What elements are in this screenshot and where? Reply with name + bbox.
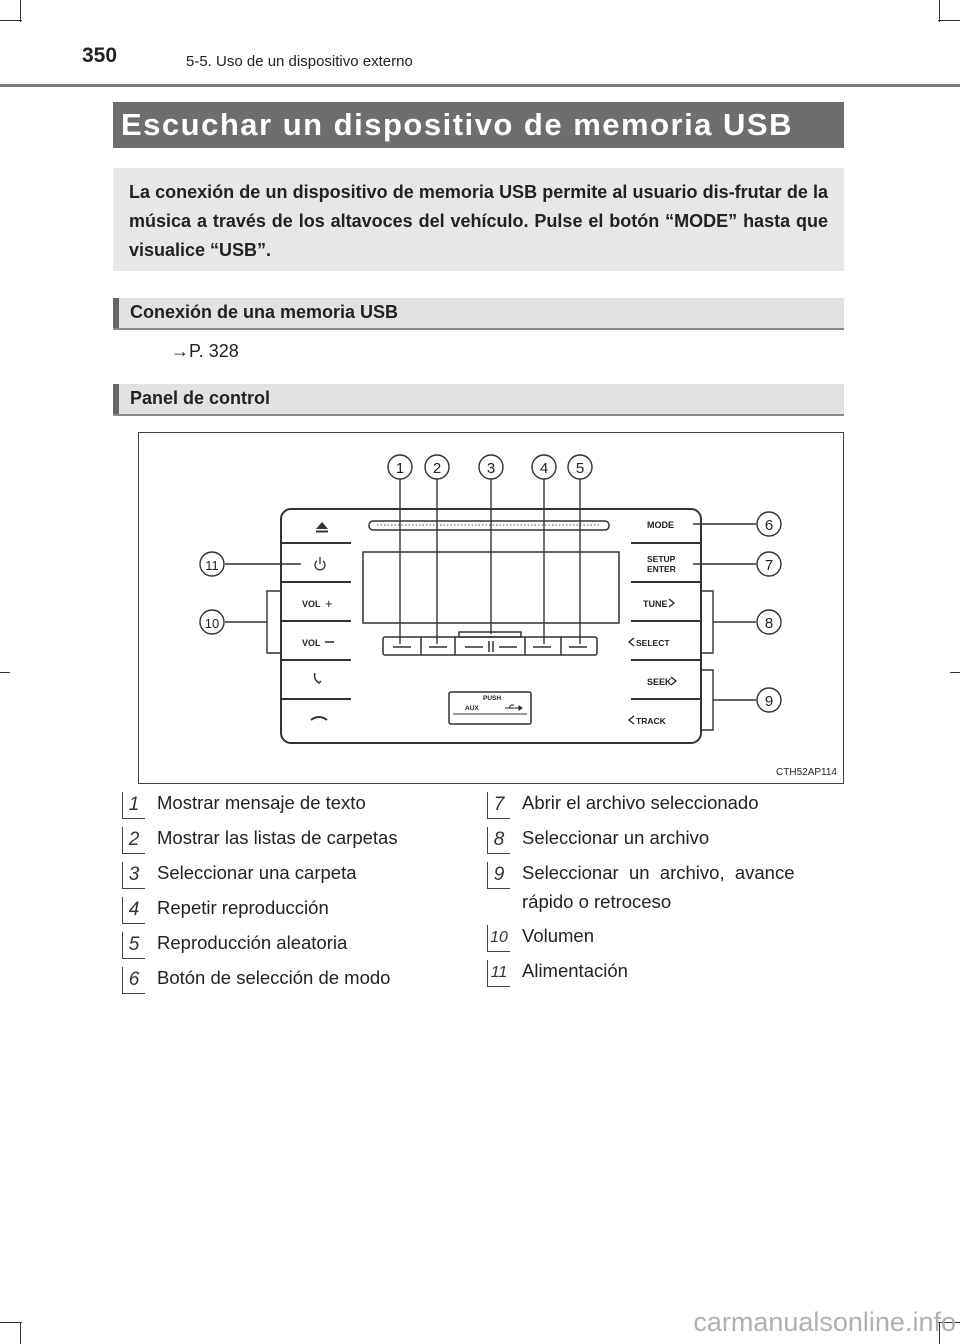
callout-6-label: 6 [764, 517, 774, 534]
legend-number: 4 [122, 897, 145, 924]
legend-text: Reproducción aleatoria [157, 932, 348, 953]
legend-text: Volumen [522, 925, 594, 946]
crop-mark [938, 20, 960, 21]
legend-number: 2 [122, 827, 145, 854]
section-heading-connection [113, 298, 844, 330]
legend-number: 1 [122, 792, 145, 819]
callout-11-label: 11 [205, 558, 219, 573]
section-heading-label: Conexión de una memoria USB [130, 302, 399, 322]
legend-number: 6 [122, 967, 145, 994]
legend-text: Botón de selección de modo [157, 967, 391, 988]
section-breadcrumb: 5-5. Uso de un dispositivo externo [186, 53, 413, 70]
preset-buttons [383, 632, 597, 655]
legend-item [487, 960, 837, 990]
control-panel-diagram [139, 433, 845, 785]
callout-2-label: 2 [432, 460, 442, 477]
mode-label: MODE [647, 520, 674, 530]
legend-text-continued: rápido o retroceso [522, 891, 672, 912]
legend-text: Mostrar mensaje de texto [157, 792, 366, 813]
track-label: TRACK [636, 716, 666, 726]
legend-item [122, 862, 462, 892]
power-icon [315, 557, 325, 570]
seek-label: SEEK [647, 677, 672, 687]
figure-code: CTH52AP114 [776, 767, 837, 778]
select-label: SELECT [636, 638, 670, 648]
crop-mark [950, 672, 960, 673]
legend-number: 11 [487, 960, 510, 987]
legend-number: 8 [487, 827, 510, 854]
push-label: PUSH [483, 695, 502, 702]
callout-5-label: 5 [575, 460, 585, 477]
page-reference-link[interactable]: →P. 328 [171, 341, 239, 361]
legend-text: Abrir el archivo seleccionado [522, 792, 759, 813]
phone-icon [315, 673, 322, 683]
callout-1-label: 1 [395, 460, 405, 477]
legend-item [122, 827, 462, 857]
crop-mark [0, 1322, 22, 1323]
tune-label: TUNE [643, 599, 668, 609]
aux-label: AUX [465, 705, 479, 712]
legend-text: Repetir reproducción [157, 897, 329, 918]
legend-number: 9 [487, 862, 510, 889]
legend-item [122, 897, 462, 927]
vol-plus-label: VOL [302, 599, 321, 609]
crop-mark [20, 1322, 21, 1344]
legend-text: Mostrar las listas de carpetas [157, 827, 398, 848]
callout-7-label: 7 [764, 557, 774, 574]
legend-item [487, 792, 837, 822]
callout-10-label: 10 [204, 616, 220, 631]
callout-8-label: 8 [764, 615, 774, 632]
header-divider [0, 84, 960, 87]
legend-text: Seleccionar un archivo, avance [522, 862, 795, 883]
control-panel-figure [138, 432, 844, 784]
legend-item [122, 967, 462, 997]
hangup-icon [311, 717, 327, 720]
setup-label: SETUP [647, 554, 676, 564]
heading-marker [113, 298, 119, 328]
intro-paragraph: La conexión de un dispositivo de memoria USB permite al usuario dis-frutar de la música a través de los altavoces del vehículo. Pulse el botón “MODE” hasta que visualice “USB”. [113, 168, 844, 271]
legend-item [122, 932, 462, 962]
legend-number: 3 [122, 862, 145, 889]
heading-marker [113, 384, 119, 414]
crop-mark [0, 20, 22, 21]
page-title: Escuchar un dispositivo de memoria USB [113, 102, 844, 148]
legend-number: 5 [122, 932, 145, 959]
callout-9-label: 9 [764, 693, 774, 710]
section-heading-panel [113, 384, 844, 416]
watermark: carmanualsonline.info [693, 1307, 956, 1337]
crop-mark [0, 672, 10, 673]
legend-item [487, 925, 837, 955]
legend-text: Alimentación [522, 960, 628, 981]
legend-item [122, 792, 462, 822]
crop-mark [939, 0, 940, 22]
enter-label: ENTER [647, 564, 676, 574]
legend-number: 7 [487, 792, 510, 819]
legend-item [487, 827, 837, 857]
page-number: 350 [82, 44, 118, 67]
svg-text:+: + [325, 596, 333, 611]
callout-3-label: 3 [486, 460, 496, 477]
eject-icon [316, 522, 328, 533]
legend-item [487, 862, 837, 922]
usb-icon [505, 705, 522, 710]
crop-mark [20, 0, 21, 22]
legend-text: Seleccionar un archivo [522, 827, 710, 848]
vol-minus-label: VOL [302, 638, 321, 648]
section-heading-label: Panel de control [130, 388, 271, 408]
callout-4-label: 4 [539, 460, 549, 477]
legend-text: Seleccionar una carpeta [157, 862, 357, 883]
legend-number: 10 [487, 925, 510, 952]
